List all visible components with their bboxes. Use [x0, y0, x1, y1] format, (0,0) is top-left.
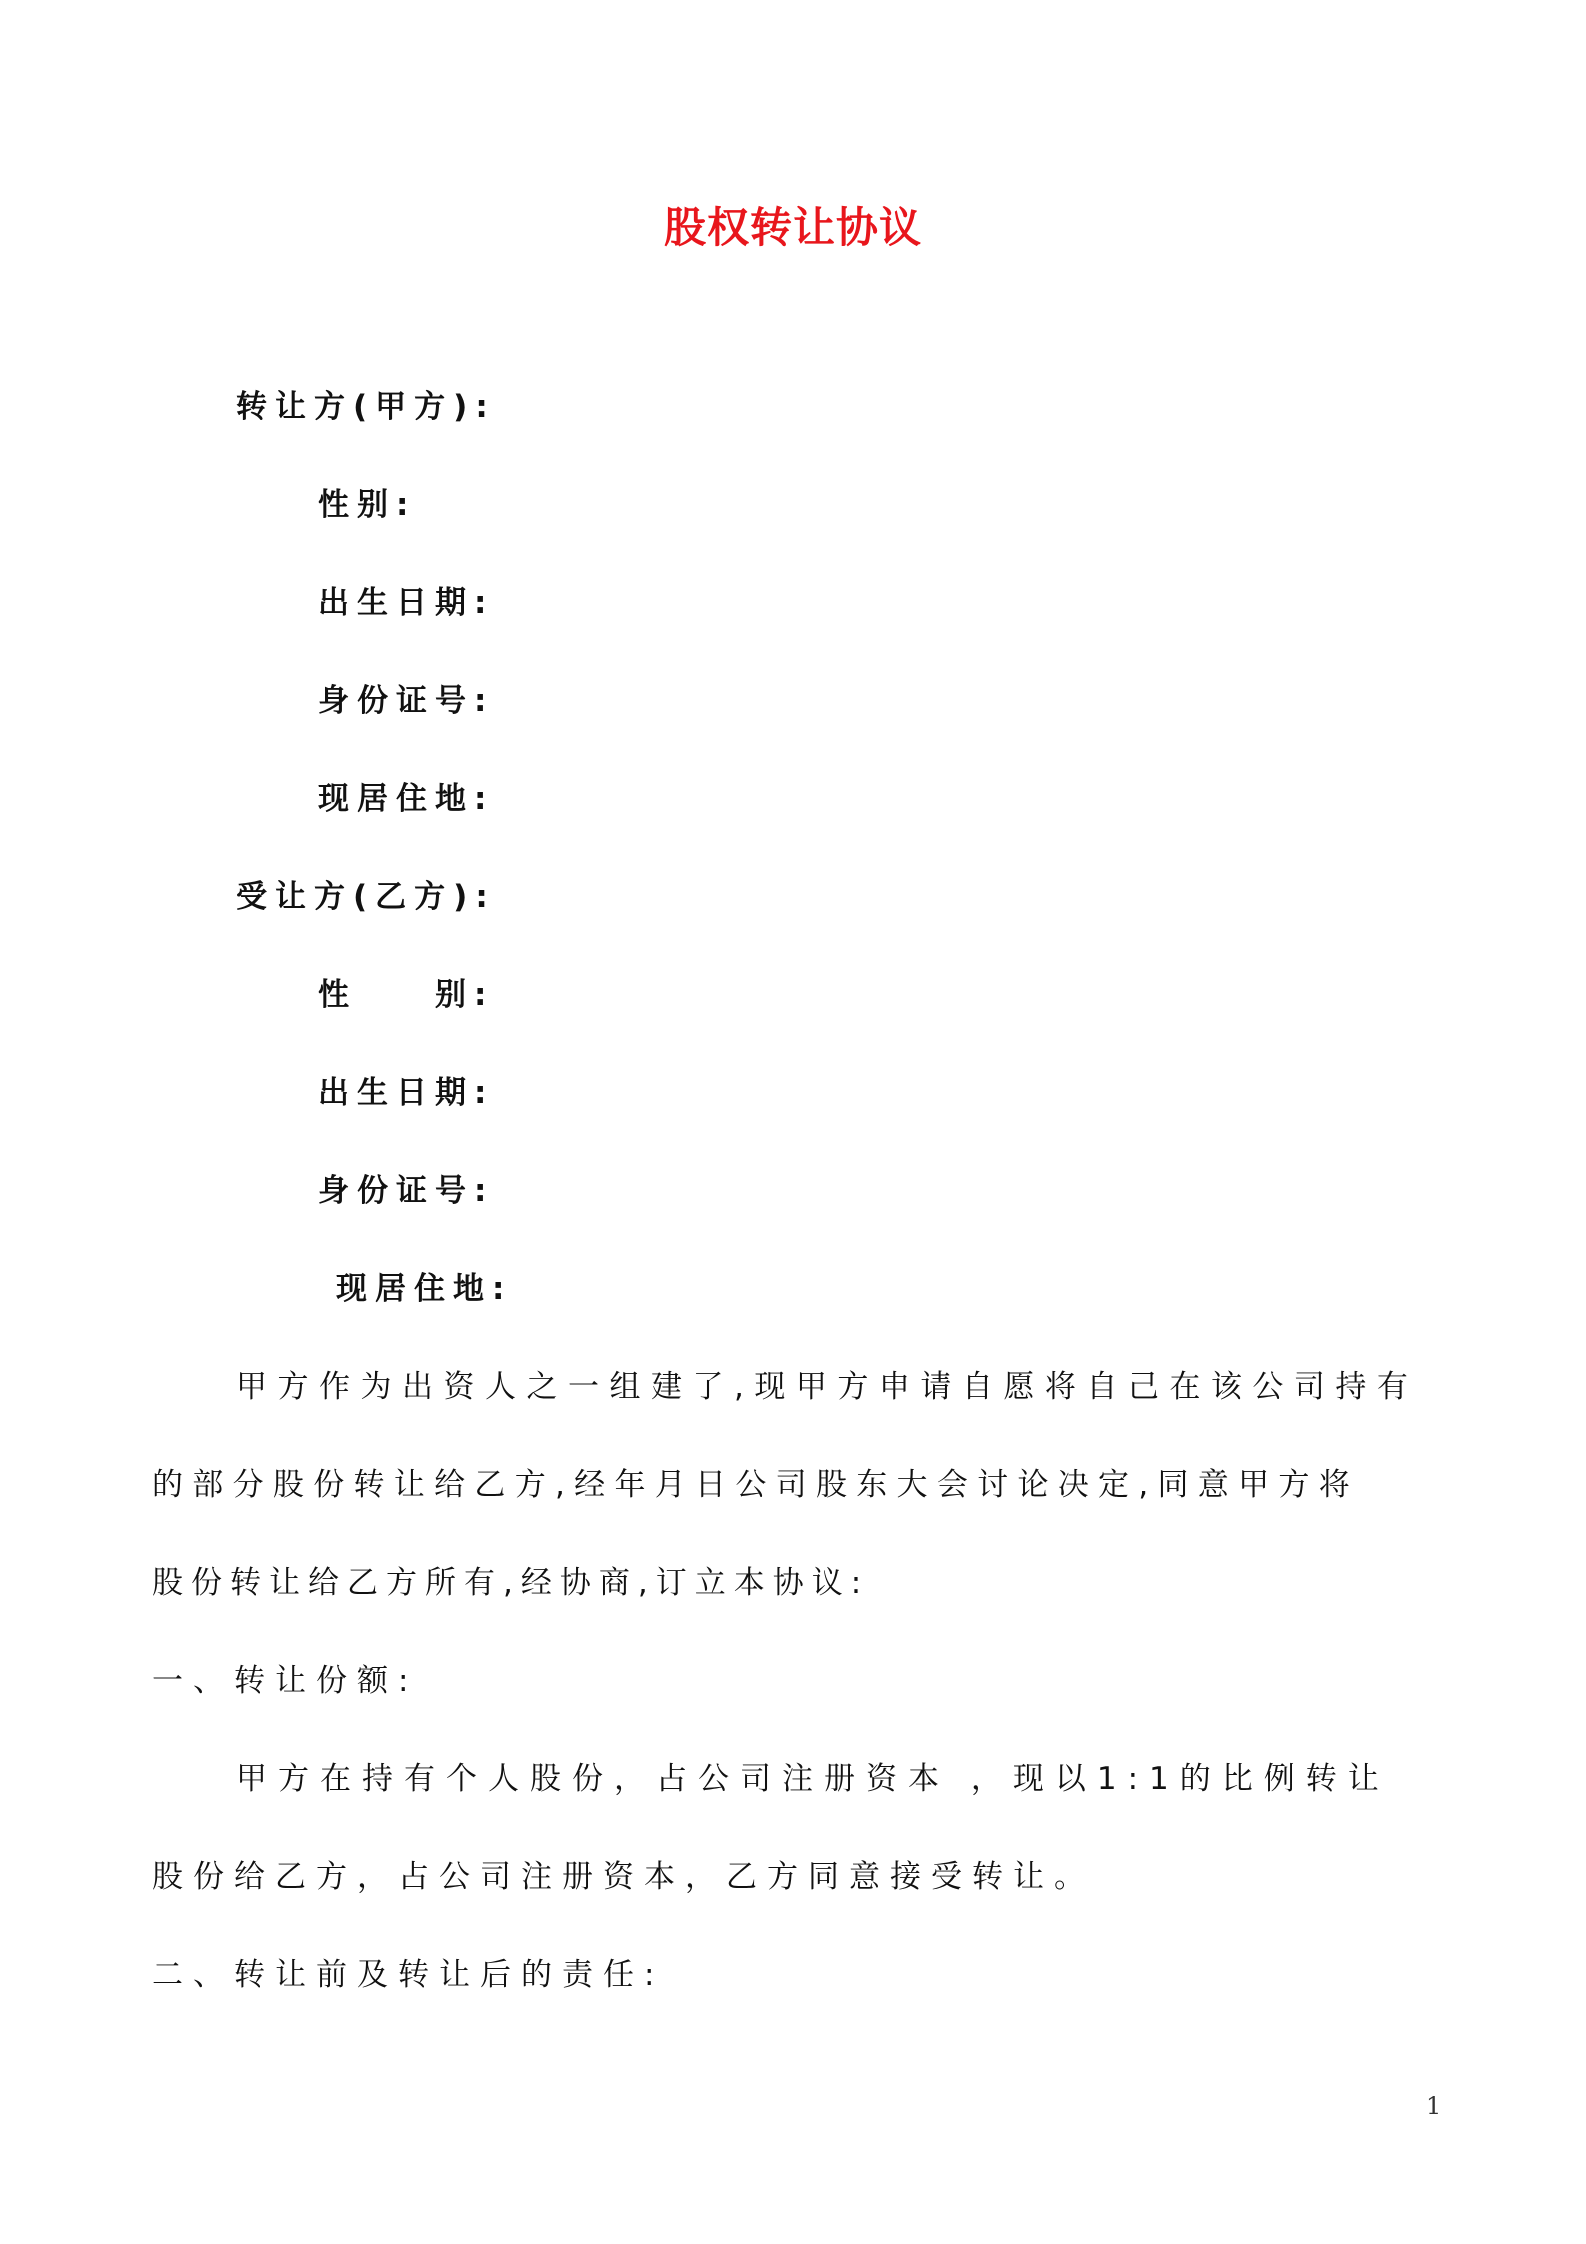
transferor-birth-date-label: 出生日期: [318, 585, 495, 621]
agreement-paragraph-line-3: 股份转让给乙方所有,经协商,订立本协议: [152, 1565, 870, 1601]
transferor-gender-label: 性别: [318, 487, 417, 523]
transferor-heading: 转让方(甲方): [236, 389, 496, 425]
transferee-birth-date-label: 出生日期: [318, 1075, 495, 1111]
section-two-heading: 二、转让前及转让后的责任: [152, 1957, 665, 1993]
page-number: 1 [1426, 2092, 1442, 2120]
agreement-paragraph-line-1: 甲方作为出资人之一组建了,现甲方申请自愿将自己在该公司持有 [236, 1369, 1419, 1405]
section-one-paragraph-line-2: 股份给乙方，占公司注册资本，乙方同意接受转让。 [152, 1859, 1095, 1895]
transferor-address-label: 现居住地: [318, 781, 495, 817]
transferor-id-number-label: 身份证号: [318, 683, 495, 719]
section-one-heading: 一、转让份额: [152, 1663, 419, 1699]
transferee-heading: 受让方(乙方): [236, 879, 496, 915]
document-title: 股权转让协议 [663, 203, 922, 252]
transferee-id-number-label: 身份证号: [318, 1173, 495, 1209]
agreement-paragraph-line-2: 的部分股份转让给乙方,经年月日公司股东大会讨论决定,同意甲方将 [152, 1467, 1360, 1503]
section-one-paragraph-line-1: 甲方在持有个人股份，占公司注册资本 ，现以1:1的比例转让 [236, 1761, 1390, 1797]
transferee-address-label: 现居住地: [336, 1271, 513, 1307]
transferee-gender-label: 性 别: [318, 977, 495, 1013]
